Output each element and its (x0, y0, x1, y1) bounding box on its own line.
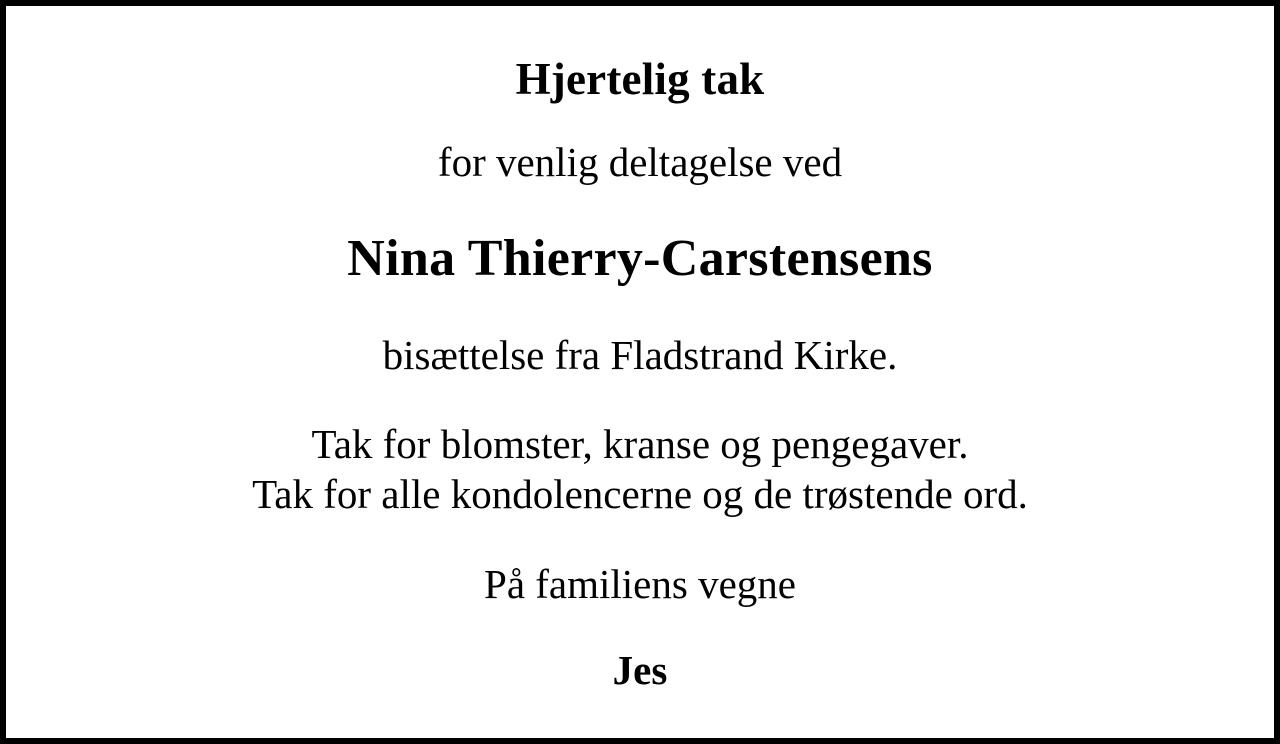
on-behalf-line: På familiens vegne (484, 561, 796, 608)
thanks-block (6, 422, 1274, 518)
thanks-line-1: Tak for blomster, kranse og pengegaver. (311, 421, 969, 468)
deceased-name: Nina Thierry-Carstensens (347, 230, 933, 288)
signature-name: Jes (612, 647, 668, 694)
ceremony-location-line: bisættelse fra Fladstrand Kirke. (382, 331, 898, 378)
thanks-line-2: Tak for alle kondolencerne og de trøstende ord. (252, 471, 1028, 518)
notice-subline: for venlig deltagelse ved (437, 139, 843, 186)
notice-text-block (6, 54, 1274, 694)
notice-heading: Hjertelig tak (515, 54, 765, 104)
